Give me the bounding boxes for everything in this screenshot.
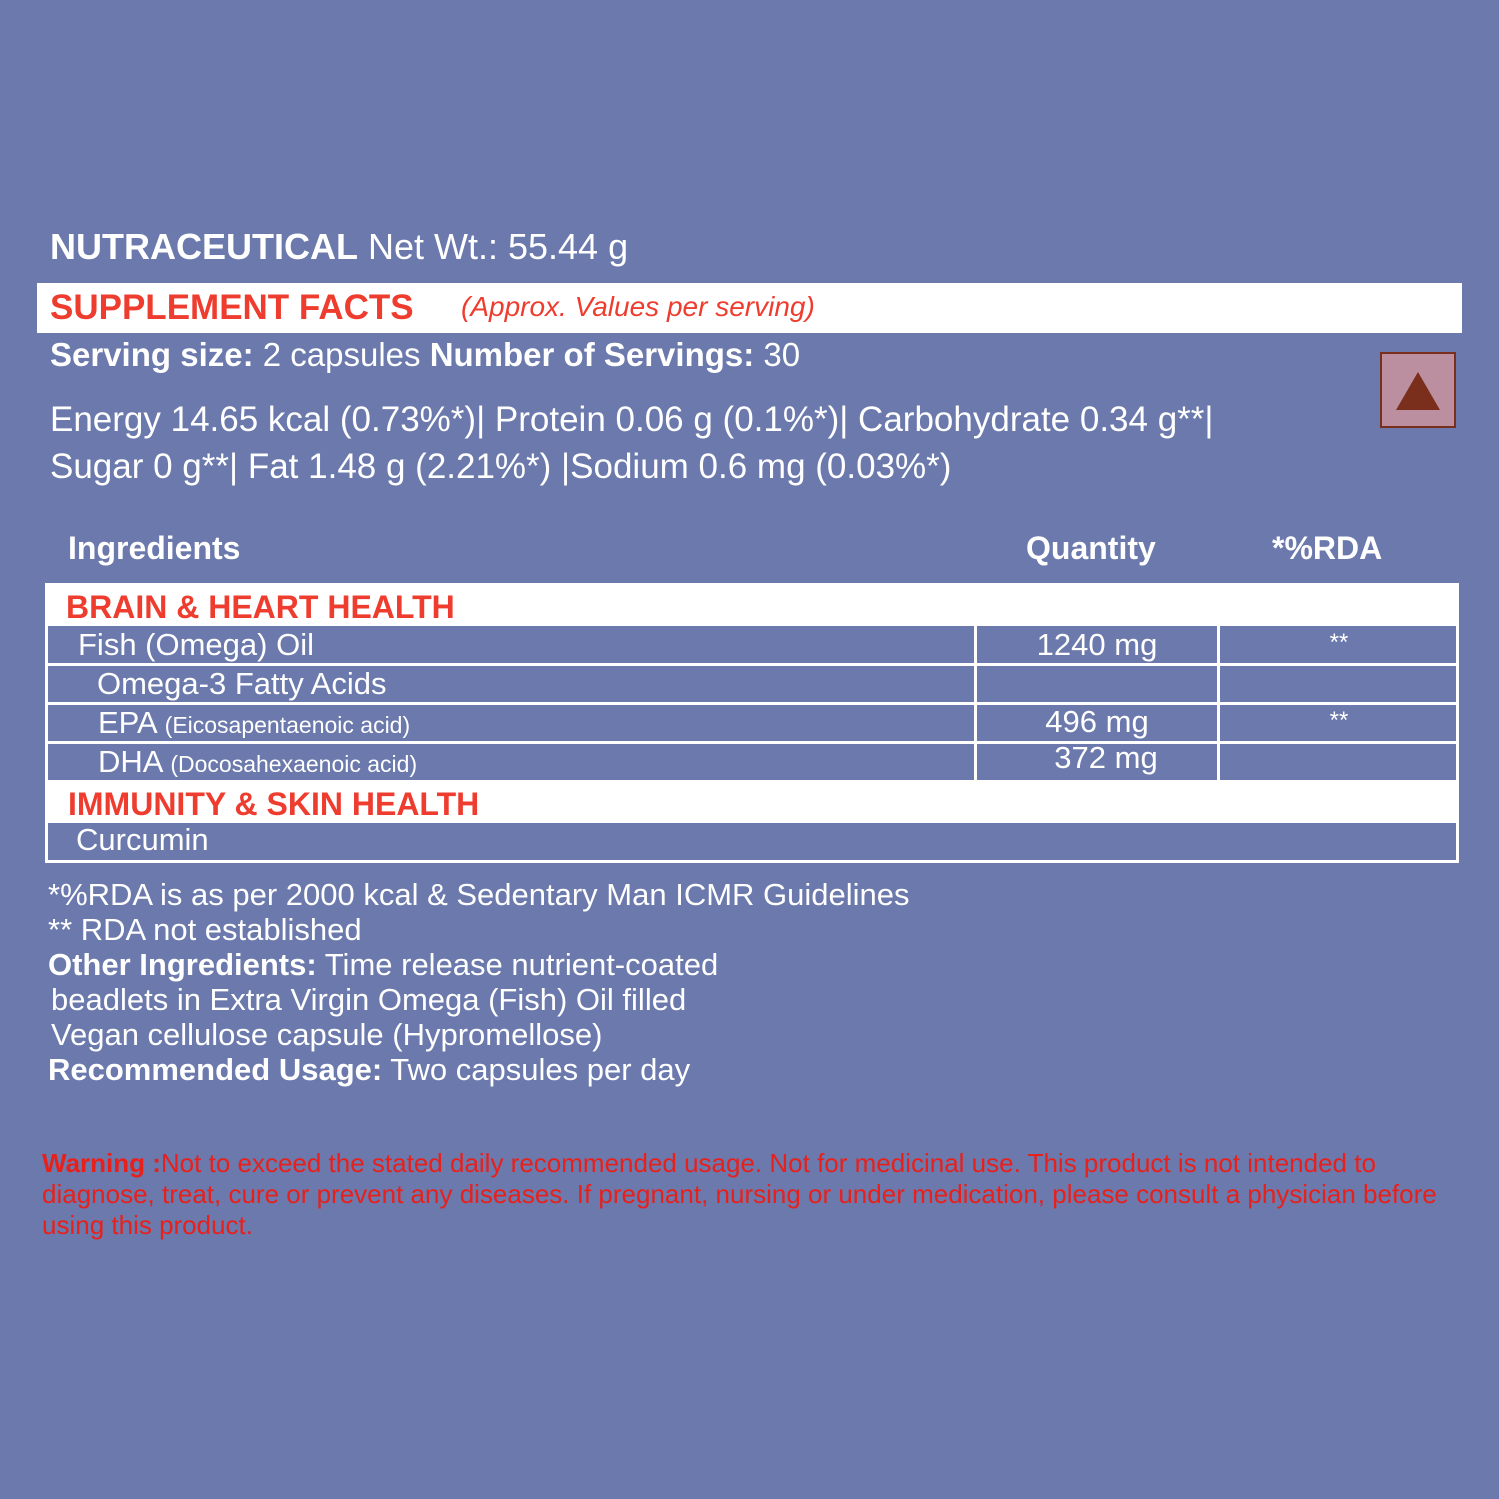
section-title-immunity-skin: IMMUNITY & SKIN HEALTH xyxy=(68,786,480,822)
header-quantity: Quantity xyxy=(1026,530,1156,566)
recommended-usage-label: Recommended Usage: xyxy=(48,1052,383,1087)
header-ingredients: Ingredients xyxy=(68,530,241,566)
ingredient-name: Curcumin xyxy=(76,822,209,857)
ingredient-abbr: EPA xyxy=(98,705,157,740)
other-ingredients-line-1: Time release nutrient-coated xyxy=(324,947,719,982)
ingredient-quantity: 372 mg xyxy=(1054,740,1158,775)
rda-basis-note: *%RDA is as per 2000 kcal & Sedentary Man ICMR Guidelines xyxy=(48,877,910,912)
net-weight: Net Wt.: 55.44 g xyxy=(367,226,629,267)
ingredient-fullname: (Docosahexaenoic acid) xyxy=(170,751,418,777)
ingredient-abbr: DHA xyxy=(98,744,162,779)
serving-size-label: Serving size: xyxy=(50,336,254,373)
supplement-facts-note: (Approx. Values per serving) xyxy=(461,291,815,322)
warning-body: Not to exceed the stated daily recommended usage. Not for medicinal use. This product is not intended to diagnose, treat, cure or prevent any diseases. If pregnant, nursing or under medication, please consult a physician before using this product. xyxy=(42,1148,1437,1240)
ingredient-rda: ** xyxy=(1329,629,1349,656)
ingredients-table xyxy=(45,583,1459,863)
product-category: NUTRACEUTICAL xyxy=(50,226,358,267)
warning-label: Warning : xyxy=(42,1148,161,1178)
other-ingredients xyxy=(48,947,910,982)
ingredient-quantity: 496 mg xyxy=(1045,704,1149,739)
nutrition-summary xyxy=(50,396,1350,490)
ingredient-rda: ** xyxy=(1329,707,1349,734)
servings-count-label: Number of Servings: xyxy=(429,336,755,373)
serving-info xyxy=(50,336,800,374)
ingredient-name: Fish (Omega) Oil xyxy=(78,627,314,662)
warning-text xyxy=(42,1148,1482,1241)
supplement-facts-band xyxy=(37,283,1462,333)
other-ingredients-label: Other Ingredients: xyxy=(48,947,317,982)
other-ingredients-line-3: Vegan cellulose capsule (Hypromellose) xyxy=(51,1017,603,1052)
product-header xyxy=(50,226,628,268)
triangle-icon xyxy=(1396,372,1440,410)
nutrition-line-1: Energy 14.65 kcal (0.73%*)| Protein 0.06 g (0.1%*)| Carbohydrate 0.34 g**| xyxy=(50,400,1214,439)
nutrition-line-2: Sugar 0 g**| Fat 1.48 g (2.21%*) |Sodium 0.6 mg (0.03%*) xyxy=(50,447,952,486)
serving-size-value: 2 capsules xyxy=(262,336,421,373)
servings-count-value: 30 xyxy=(763,336,801,373)
recommended-usage-value: Two capsules per day xyxy=(390,1052,691,1087)
non-vegetarian-symbol-icon xyxy=(1380,352,1456,428)
section-title-brain-heart: BRAIN & HEART HEALTH xyxy=(66,589,455,625)
ingredient-name xyxy=(98,744,417,780)
recommended-usage xyxy=(48,1052,910,1087)
footnotes xyxy=(48,877,910,1087)
ingredient-name: Omega-3 Fatty Acids xyxy=(97,666,387,701)
ingredient-quantity: 1240 mg xyxy=(1036,627,1158,662)
header-rda: *%RDA xyxy=(1272,530,1383,566)
rda-not-established-note: ** RDA not established xyxy=(48,912,362,947)
supplement-facts-title: SUPPLEMENT FACTS xyxy=(50,288,414,327)
ingredient-name xyxy=(98,705,410,741)
other-ingredients-line-2: beadlets in Extra Virgin Omega (Fish) Oil filled xyxy=(51,982,687,1017)
ingredient-fullname: (Eicosapentaenoic acid) xyxy=(164,712,411,738)
